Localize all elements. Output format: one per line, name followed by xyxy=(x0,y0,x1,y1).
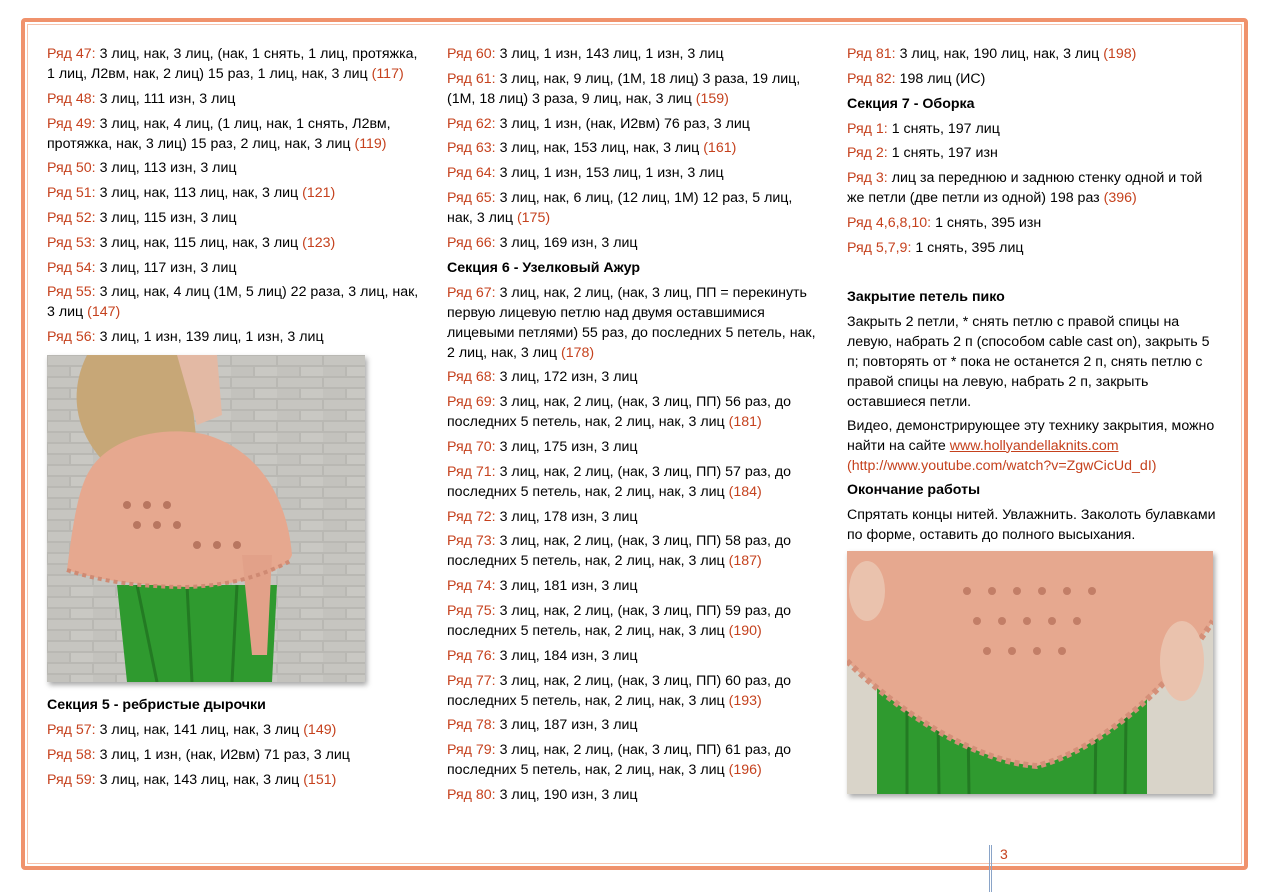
pattern-row xyxy=(47,327,419,347)
pattern-row xyxy=(47,282,419,322)
row-label: Ряд 3: xyxy=(847,170,888,187)
pattern-row xyxy=(447,785,822,805)
stitch-count: (190) xyxy=(728,622,762,639)
row-instructions: 3 лиц, нак, 2 лиц, (нак, 3 лиц, ПП = перекинуть первую лицевую петлю над двумя оставшимися лицевыми петлями) 55 раз, до последних 5 петель, нак, 2 лиц, нак, 3 лиц xyxy=(447,284,816,361)
row-instructions: 3 лиц, 181 изн, 3 лиц xyxy=(499,578,638,595)
pattern-row xyxy=(447,367,822,387)
pattern-row xyxy=(847,44,1217,64)
row-label: Ряд 76: xyxy=(447,647,496,664)
row-instructions: 3 лиц, нак, 6 лиц, (12 лиц, 1М) 12 раз, 5 лиц, нак, 3 лиц xyxy=(447,189,793,226)
row-instructions: 3 лиц, нак, 2 лиц, (нак, 3 лиц, ПП) 58 раз, до последних 5 петель, нак, 2 лиц, нак, 3 лиц xyxy=(447,533,792,570)
row-instructions: 3 лиц, 178 изн, 3 лиц xyxy=(499,508,638,525)
pattern-row xyxy=(47,745,419,765)
row-label: Ряд 69: xyxy=(447,394,496,411)
stitch-count: (123) xyxy=(302,234,336,251)
row-label: Ряд 56: xyxy=(47,329,96,346)
row-instructions: 198 лиц (ИС) xyxy=(899,70,986,87)
row-label: Ряд 63: xyxy=(447,140,496,157)
row-label: Ряд 61: xyxy=(447,70,496,87)
pattern-row xyxy=(447,114,822,134)
stitch-count: (119) xyxy=(354,135,387,152)
row-label: Ряд 68: xyxy=(447,369,496,386)
row-label: Ряд 55: xyxy=(47,284,96,301)
pattern-row xyxy=(847,238,1217,258)
pattern-row xyxy=(47,183,419,203)
row-label: Ряд 79: xyxy=(447,742,496,759)
stitch-count: (184) xyxy=(728,483,762,500)
picot-bindoff-text: Закрыть 2 петли, * снять петлю с правой спицы на левую, набрать 2 п (способом cable cast on), закрыть 5 п; повторять от * пока не останется 2 п, снять петлю с правой спицы на левую, набрать 2 п, закрыть оставшиеся петли. xyxy=(847,313,1210,410)
pattern-row xyxy=(447,531,822,571)
page-number: 3 xyxy=(1000,846,1008,862)
pattern-row xyxy=(447,646,822,666)
row-instructions: 3 лиц, нак, 2 лиц, (нак, 3 лиц, ПП) 61 раз, до последних 5 петель, нак, 2 лиц, нак, 3 лиц xyxy=(447,742,792,779)
video-url[interactable]: (http://www.youtube.com/watch?v=ZgwCicUd_dI) xyxy=(847,457,1157,474)
pattern-row xyxy=(447,233,822,253)
row-instructions: 3 лиц, 172 изн, 3 лиц xyxy=(499,369,638,386)
video-site-link[interactable]: www.hollyandellaknits.com xyxy=(949,437,1119,454)
row-label: Ряд 71: xyxy=(447,463,496,480)
row-instructions: 3 лиц, 1 изн, 143 лиц, 1 изн, 3 лиц xyxy=(499,46,724,62)
pattern-row xyxy=(47,208,419,228)
ruffle-rows xyxy=(847,119,1217,258)
pattern-row xyxy=(47,158,419,178)
row-label: Ряд 66: xyxy=(447,234,496,251)
pattern-row xyxy=(847,213,1217,233)
row-label: Ряд 62: xyxy=(447,115,496,132)
row-instructions: 3 лиц, 187 изн, 3 лиц xyxy=(499,717,638,734)
stitch-count: (159) xyxy=(695,90,729,107)
row-instructions: 3 лиц, 117 изн, 3 лиц xyxy=(99,259,237,276)
rows-81-82 xyxy=(847,44,1217,89)
rows-60-66 xyxy=(447,44,822,253)
finishing-text: Спрятать концы нитей. Увлажнить. Заколоть булавками по форме, оставить до полного высыхания. xyxy=(847,506,1216,543)
pattern-row xyxy=(447,507,822,527)
shawl-front-photo xyxy=(847,551,1213,794)
rows-57-59 xyxy=(47,720,419,790)
row-instructions: 3 лиц, нак, 2 лиц, (нак, 3 лиц, ПП) 60 раз, до последних 5 петель, нак, 2 лиц, нак, 3 лиц xyxy=(447,672,792,709)
stitch-count: (198) xyxy=(1103,46,1137,62)
row-label: Ряд 47: xyxy=(47,46,96,62)
row-instructions: 3 лиц, 115 изн, 3 лиц xyxy=(99,209,237,226)
row-instructions: 3 лиц, 113 изн, 3 лиц xyxy=(99,160,237,177)
stitch-count: (396) xyxy=(1103,190,1137,207)
row-instructions: 1 снять, 395 изн xyxy=(935,214,1042,231)
stitch-count: (196) xyxy=(728,762,762,779)
pattern-row xyxy=(847,143,1217,163)
row-label: Ряд 75: xyxy=(447,602,496,619)
row-instructions: 3 лиц, 1 изн, 153 лиц, 1 изн, 3 лиц xyxy=(499,165,724,182)
row-instructions: 3 лиц, нак, 190 лиц, нак, 3 лиц xyxy=(899,46,1100,62)
row-instructions: 3 лиц, нак, 9 лиц, (1М, 18 лиц) 3 раза, 19 лиц, (1М, 18 лиц) 3 раза, 9 лиц, нак, 3 лиц xyxy=(447,70,801,107)
pattern-row xyxy=(447,392,822,432)
row-label: Ряд 77: xyxy=(447,672,496,689)
pattern-row xyxy=(47,233,419,253)
shawl-back-photo xyxy=(47,355,365,682)
pattern-row xyxy=(447,69,822,109)
row-instructions: 3 лиц, нак, 115 лиц, нак, 3 лиц xyxy=(99,234,299,251)
stitch-count: (187) xyxy=(728,553,762,570)
pattern-row xyxy=(847,168,1217,208)
row-label: Ряд 51: xyxy=(47,185,96,202)
pattern-row xyxy=(447,283,822,363)
row-label: Ряд 53: xyxy=(47,234,96,251)
pattern-row xyxy=(447,188,822,228)
row-label: Ряд 81: xyxy=(847,46,896,62)
row-label: Ряд 60: xyxy=(447,46,496,62)
row-label: Ряд 5,7,9: xyxy=(847,239,912,256)
row-instructions: 3 лиц, нак, 143 лиц, нак, 3 лиц xyxy=(99,771,300,788)
row-instructions: 3 лиц, 1 изн, (нак, И2вм) 76 раз, 3 лиц xyxy=(499,115,750,132)
row-instructions: 1 снять, 395 лиц xyxy=(915,239,1024,256)
row-label: Ряд 74: xyxy=(447,578,496,595)
pattern-row xyxy=(47,720,419,740)
row-label: Ряд 52: xyxy=(47,209,96,226)
stitch-count: (193) xyxy=(728,692,762,709)
stitch-count: (121) xyxy=(302,185,336,202)
row-label: Ряд 2: xyxy=(847,145,888,162)
stitch-count: (117) xyxy=(371,66,404,82)
section-5-title: Секция 5 - ребристые дырочки xyxy=(47,697,266,714)
row-instructions: 3 лиц, 1 изн, 139 лиц, 1 изн, 3 лиц xyxy=(99,329,324,346)
row-label: Ряд 73: xyxy=(447,533,496,550)
pattern-row xyxy=(447,462,822,502)
pattern-row xyxy=(47,770,419,790)
rows-67-80 xyxy=(447,283,822,805)
pattern-row xyxy=(47,89,419,109)
row-label: Ряд 67: xyxy=(447,284,496,301)
finishing-title: Окончание работы xyxy=(847,481,981,498)
row-instructions: 3 лиц, нак, 4 лиц, (1 лиц, нак, 1 снять, Л2вм, протяжка, нак, 3 лиц) 15 раз, 2 лиц, нак, 3 лиц xyxy=(47,115,391,152)
video-text: Видео, демонстрирующее эту технику закрытия, можно найти на сайте xyxy=(847,417,1215,454)
row-label: Ряд 49: xyxy=(47,115,96,132)
stitch-count: (161) xyxy=(703,140,737,157)
stitch-count: (147) xyxy=(87,304,121,321)
row-instructions: 1 снять, 197 изн xyxy=(891,145,998,162)
row-instructions: 3 лиц, 1 изн, (нак, И2вм) 71 раз, 3 лиц xyxy=(99,746,350,763)
pattern-row xyxy=(447,437,822,457)
row-instructions: 3 лиц, нак, 3 лиц, (нак, 1 снять, 1 лиц, протяжка, 1 лиц, Л2вм, нак, 2 лиц) 15 раз, 1 лиц, нак, 3 лиц xyxy=(47,46,418,82)
row-instructions: 3 лиц, нак, 153 лиц, нак, 3 лиц xyxy=(499,140,700,157)
row-instructions: 3 лиц, нак, 4 лиц (1М, 5 лиц) 22 раза, 3 лиц, нак, 3 лиц xyxy=(47,284,419,321)
row-instructions: 3 лиц, 111 изн, 3 лиц xyxy=(99,90,236,107)
row-label: Ряд 59: xyxy=(47,771,96,788)
row-label: Ряд 4,6,8,10: xyxy=(847,214,932,231)
column-1 xyxy=(47,44,419,795)
pattern-row xyxy=(847,119,1217,139)
row-instructions: 3 лиц, 169 изн, 3 лиц xyxy=(499,234,638,251)
pattern-row xyxy=(47,114,419,154)
row-instructions: 3 лиц, 175 изн, 3 лиц xyxy=(499,438,638,455)
row-label: Ряд 57: xyxy=(47,722,96,739)
pattern-row xyxy=(447,576,822,596)
row-instructions: 3 лиц, нак, 2 лиц, (нак, 3 лиц, ПП) 56 раз, до последних 5 петель, нак, 2 лиц, нак, 3 лиц xyxy=(447,394,792,431)
row-label: Ряд 64: xyxy=(447,165,496,182)
pattern-row xyxy=(447,740,822,780)
row-label: Ряд 72: xyxy=(447,508,496,525)
row-label: Ряд 80: xyxy=(447,786,496,803)
pattern-row xyxy=(447,163,822,183)
row-label: Ряд 50: xyxy=(47,160,96,177)
row-label: Ряд 48: xyxy=(47,90,96,107)
row-instructions: 3 лиц, нак, 141 лиц, нак, 3 лиц xyxy=(99,722,300,739)
page-number-rule xyxy=(989,845,992,892)
pattern-row xyxy=(447,44,822,64)
row-instructions: 3 лиц, нак, 113 лиц, нак, 3 лиц xyxy=(99,185,299,202)
pattern-row xyxy=(47,44,419,84)
pattern-row xyxy=(447,715,822,735)
pattern-row xyxy=(447,601,822,641)
stitch-count: (151) xyxy=(303,771,337,788)
rows-47-56 xyxy=(47,44,419,347)
row-instructions: 3 лиц, нак, 2 лиц, (нак, 3 лиц, ПП) 59 раз, до последних 5 петель, нак, 2 лиц, нак, 3 лиц xyxy=(447,602,792,639)
column-3 xyxy=(847,44,1217,794)
row-label: Ряд 70: xyxy=(447,438,496,455)
stitch-count: (149) xyxy=(303,722,337,739)
pattern-row xyxy=(47,258,419,278)
row-instructions: лиц за переднюю и заднюю стенку одной и той же петли (две петли из одной) 198 раз xyxy=(847,170,1203,207)
video-paragraph xyxy=(847,416,1217,476)
column-2 xyxy=(447,44,822,810)
pattern-row xyxy=(447,671,822,711)
stitch-count: (178) xyxy=(560,344,595,361)
row-instructions: 1 снять, 197 лиц xyxy=(891,120,1000,137)
row-instructions: 3 лиц, 190 изн, 3 лиц xyxy=(499,786,638,803)
row-label: Ряд 82: xyxy=(847,70,896,87)
section-6-title: Секция 6 - Узелковый Ажур xyxy=(447,259,641,276)
pattern-row xyxy=(447,138,822,158)
row-label: Ряд 78: xyxy=(447,717,496,734)
section-7-title: Секция 7 - Оборка xyxy=(847,95,975,112)
picot-bindoff-title: Закрытие петель пико xyxy=(847,288,1005,305)
row-label: Ряд 54: xyxy=(47,259,96,276)
pattern-row xyxy=(847,69,1217,89)
stitch-count: (181) xyxy=(728,414,762,431)
row-label: Ряд 1: xyxy=(847,120,888,137)
row-instructions: 3 лиц, 184 изн, 3 лиц xyxy=(499,647,638,664)
row-instructions: 3 лиц, нак, 2 лиц, (нак, 3 лиц, ПП) 57 раз, до последних 5 петель, нак, 2 лиц, нак, 3 лиц xyxy=(447,463,792,500)
stitch-count: (175) xyxy=(516,209,551,226)
row-label: Ряд 58: xyxy=(47,746,96,763)
row-label: Ряд 65: xyxy=(447,189,496,206)
